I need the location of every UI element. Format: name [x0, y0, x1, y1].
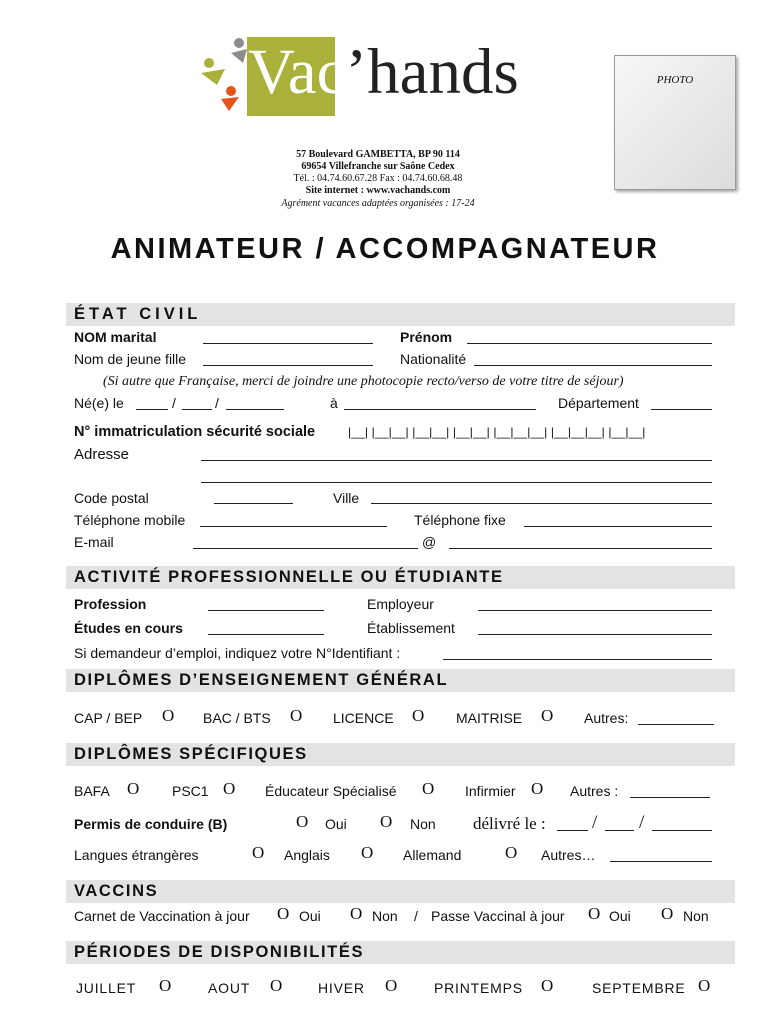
- field-lieu-naissance[interactable]: [344, 409, 536, 410]
- label-permis: Permis de conduire (B): [74, 816, 228, 832]
- label-profession: Profession: [74, 596, 147, 612]
- section-activite: [66, 566, 735, 589]
- langue-anglais-radio[interactable]: O: [252, 843, 265, 862]
- option-bac-bts-radio[interactable]: O: [290, 706, 303, 725]
- section-title: VACCINS: [74, 882, 159, 900]
- field-langues-autres[interactable]: [610, 861, 712, 862]
- field-profession[interactable]: [208, 610, 324, 611]
- section-title: ÉTAT CIVIL: [74, 305, 202, 323]
- section-title: PÉRIODES DE DISPONIBILITÉS: [74, 943, 365, 961]
- label-etablissement: Établissement: [367, 620, 455, 636]
- field-etablissement[interactable]: [478, 634, 712, 635]
- carnet-non-label: Non: [372, 908, 398, 924]
- label-employeur: Employeur: [367, 596, 434, 612]
- address-line3: Tél. : 04.74.60.67.28 Fax : 04.74.60.68.48: [293, 173, 463, 184]
- section-periodes: [66, 941, 735, 964]
- label-prenom: Prénom: [400, 329, 453, 345]
- permis-oui-radio[interactable]: O: [296, 812, 309, 831]
- section-vaccins: [66, 880, 735, 903]
- page-title: ANIMATEUR / ACCOMPAGNATEUR: [110, 233, 660, 265]
- passe-non-radio[interactable]: O: [661, 904, 674, 923]
- periode-printemps-label: PRINTEMPS: [434, 980, 523, 996]
- section-title: DIPLÔMES D’ENSEIGNEMENT GÉNÉRAL: [74, 671, 449, 689]
- nationality-note: (Si autre que Française, merci de joindre une photocopie recto/verso de votre titre de séjour): [103, 374, 624, 389]
- section-title: DIPLÔMES SPÉCIFIQUES: [74, 745, 308, 763]
- logo-part1: Vac: [248, 36, 346, 108]
- field-prenom[interactable]: [467, 343, 712, 344]
- label-nom-jeune-fille: Nom de jeune fille: [74, 351, 187, 367]
- field-autres-general[interactable]: [638, 724, 714, 725]
- periode-aout-radio[interactable]: O: [270, 976, 283, 995]
- label-immatriculation: [74, 423, 315, 440]
- field-delivre-jour[interactable]: [557, 830, 588, 831]
- option-cap-bep-radio[interactable]: O: [162, 706, 175, 725]
- langue-autres-radio[interactable]: O: [505, 843, 518, 862]
- delivre-sep-1: /: [592, 812, 598, 833]
- field-birth-year[interactable]: [226, 409, 284, 410]
- section-diplomes-specifiques: [66, 743, 735, 766]
- langue-allemand-label: Allemand: [403, 847, 462, 863]
- field-autres-specifiques[interactable]: [630, 797, 710, 798]
- option-educateur-label: Éducateur Spécialisé: [265, 783, 397, 799]
- option-psc1-radio[interactable]: O: [223, 779, 236, 798]
- label-delivre: délivré le :: [473, 814, 546, 833]
- field-email-domain[interactable]: [449, 548, 712, 549]
- periode-septembre-radio[interactable]: O: [698, 976, 711, 995]
- field-adresse-2[interactable]: [201, 482, 712, 483]
- label-etudes: Études en cours: [74, 620, 183, 636]
- carnet-oui-label: Oui: [299, 908, 321, 924]
- label-departement: Département: [558, 395, 639, 411]
- label-adresse: Adresse: [74, 446, 130, 463]
- option-bafa-label: BAFA: [74, 783, 110, 799]
- logo-figures-icon: [195, 35, 255, 115]
- label-code-postal: Code postal: [74, 490, 149, 506]
- carnet-non-radio[interactable]: O: [350, 904, 363, 923]
- label-tel-mobile: Téléphone mobile: [74, 512, 186, 528]
- label-passe: Passe Vaccinal à jour: [431, 908, 565, 924]
- logo-text: [248, 36, 519, 108]
- option-psc1-label: PSC1: [172, 783, 209, 799]
- field-delivre-annee[interactable]: [652, 830, 712, 831]
- section-diplomes-general: [66, 669, 735, 692]
- option-licence-radio[interactable]: O: [412, 706, 425, 725]
- address-line1: 57 Boulevard GAMBETTA, BP 90 114: [296, 149, 460, 160]
- field-employeur[interactable]: [478, 610, 712, 611]
- field-birth-month[interactable]: [182, 409, 212, 410]
- label-autres-general: Autres:: [584, 710, 629, 726]
- logo-part2: hands: [367, 36, 519, 108]
- permis-non-label: Non: [410, 816, 436, 832]
- field-departement[interactable]: [651, 409, 712, 410]
- label-autres-specifiques: Autres :: [570, 783, 619, 799]
- option-bac-bts-label: BAC / BTS: [203, 710, 271, 726]
- immatriculation-text: N° immatriculation sécurité sociale: [74, 424, 316, 440]
- periode-septembre-label: SEPTEMBRE: [592, 980, 686, 996]
- carnet-oui-radio[interactable]: O: [277, 904, 290, 923]
- passe-oui-label: Oui: [609, 908, 631, 924]
- label-lieu: à: [330, 395, 338, 411]
- field-etudes[interactable]: [208, 634, 324, 635]
- label-ne-le: Né(e) le: [74, 395, 124, 411]
- option-cap-bep-label: CAP / BEP: [74, 710, 143, 726]
- periode-hiver-radio[interactable]: O: [385, 976, 398, 995]
- option-infirmier-radio[interactable]: O: [531, 779, 544, 798]
- address-line5: Agrément vacances adaptées organisées : 17-24: [281, 198, 475, 209]
- section-title: ACTIVITÉ PROFESSIONNELLE OU ÉTUDIANTE: [74, 568, 504, 586]
- delivre-sep-2: /: [639, 812, 645, 833]
- field-code-postal[interactable]: [214, 503, 293, 504]
- field-securite-sociale[interactable]: |__| |__|__| |__|__| |__|__| |__|__|__| |__|__|__| |__|__|: [348, 425, 646, 439]
- field-nom-jeune-fille[interactable]: [203, 365, 373, 366]
- periode-aout-label: AOUT: [208, 980, 251, 996]
- langue-autres-label: Autres…: [541, 847, 596, 863]
- label-carnet: Carnet de Vaccination à jour: [74, 908, 250, 924]
- option-bafa-radio[interactable]: O: [127, 779, 140, 798]
- field-tel-fixe[interactable]: [524, 526, 712, 527]
- option-licence-label: LICENCE: [333, 710, 394, 726]
- option-infirmier-label: Infirmier: [465, 783, 516, 799]
- photo-box[interactable]: [614, 55, 736, 190]
- passe-non-label: Non: [683, 908, 709, 924]
- periode-juillet-radio[interactable]: O: [159, 976, 172, 995]
- field-nationalite[interactable]: [474, 365, 712, 366]
- label-langues: Langues étrangères: [74, 847, 199, 863]
- date-sep-2: /: [215, 395, 219, 411]
- periode-juillet-label: JUILLET: [76, 980, 137, 996]
- permis-non-radio[interactable]: O: [380, 812, 393, 831]
- option-maitrise-radio[interactable]: O: [541, 706, 554, 725]
- label-demandeur: Si demandeur d’emploi, indiquez votre N°Identifiant :: [74, 645, 401, 661]
- date-sep-1: /: [172, 395, 176, 411]
- photo-label: PHOTO: [656, 74, 694, 86]
- address-line4: Site internet : www.vachands.com: [305, 185, 451, 196]
- periode-printemps-radio[interactable]: O: [541, 976, 554, 995]
- field-birth-day[interactable]: [136, 409, 168, 410]
- logo-apostrophe: ’: [345, 36, 368, 108]
- field-tel-mobile[interactable]: [200, 526, 387, 527]
- periode-hiver-label: HIVER: [318, 980, 365, 996]
- vaccins-sep: /: [414, 908, 418, 924]
- label-nom-marital: NOM marital: [74, 329, 157, 345]
- address-line2: 69654 Villefranche sur Saône Cedex: [301, 161, 455, 172]
- field-identifiant[interactable]: [443, 659, 712, 660]
- field-email-user[interactable]: [193, 548, 418, 549]
- langue-allemand-radio[interactable]: O: [361, 843, 374, 862]
- field-nom-marital[interactable]: [203, 343, 373, 344]
- field-delivre-mois[interactable]: [605, 830, 634, 831]
- permis-oui-label: Oui: [325, 816, 347, 832]
- passe-oui-radio[interactable]: O: [588, 904, 601, 923]
- label-tel-fixe: Téléphone fixe: [414, 512, 506, 528]
- field-adresse-1[interactable]: [201, 460, 712, 461]
- langue-anglais-label: Anglais: [284, 847, 330, 863]
- option-educateur-radio[interactable]: O: [422, 779, 435, 798]
- email-at: @: [422, 534, 437, 550]
- label-nationalite: Nationalité: [400, 351, 467, 367]
- section-etat-civil: [66, 303, 735, 326]
- field-ville[interactable]: [371, 503, 712, 504]
- option-maitrise-label: MAITRISE: [456, 710, 523, 726]
- label-ville: Ville: [333, 490, 360, 506]
- label-email: E-mail: [74, 534, 114, 550]
